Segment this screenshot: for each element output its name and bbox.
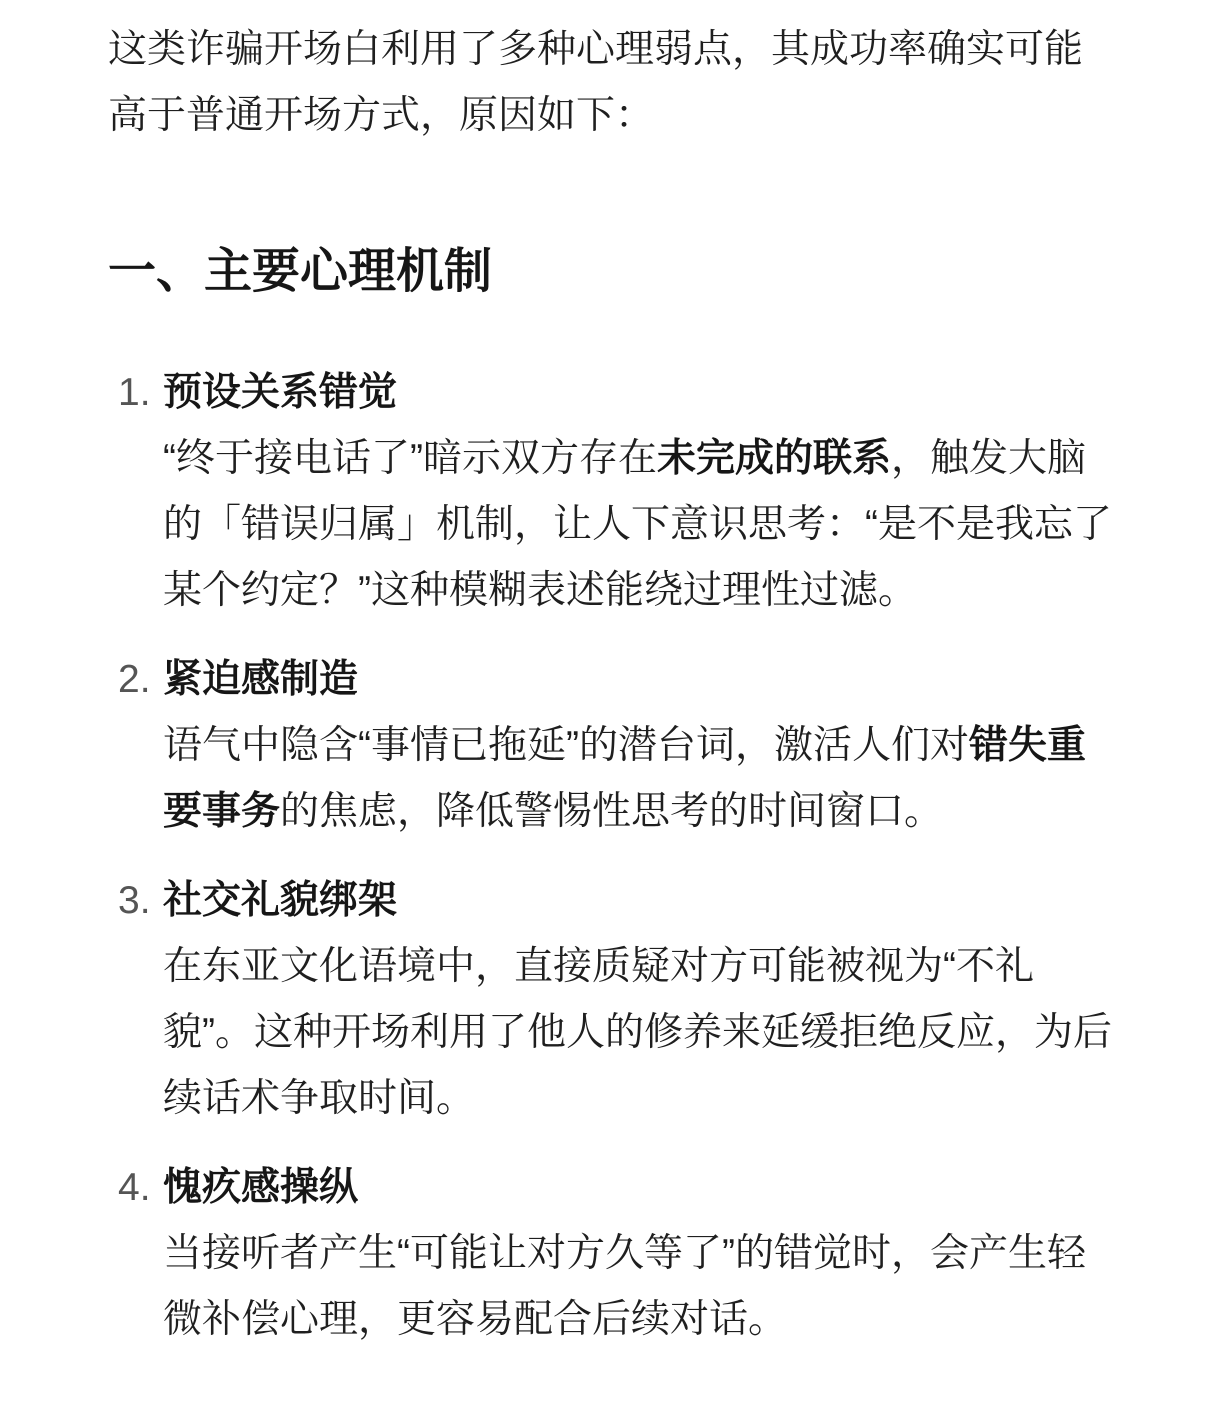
intro-paragraph: 这类诈骗开场白利用了多种心理弱点，其成功率确实可能高于普通开场方式，原因如下： (108, 28, 1084, 137)
list-item (108, 647, 1120, 845)
list-item-body (163, 360, 1120, 624)
list-item (108, 360, 1120, 624)
list-item-text (163, 934, 1120, 1132)
list-item-body (163, 868, 1120, 1132)
list-item (108, 1155, 1120, 1353)
list-item-number: 1. (118, 371, 151, 414)
list-item-text (163, 713, 1120, 845)
mechanism-list (108, 360, 1120, 1353)
list-item-number: 3. (118, 879, 151, 922)
list-item-title: 愧疚感操纵 (163, 1166, 359, 1209)
text-segment: ，触发大脑的「错误归属」机制，让人下意识思考：“是不是我忘了某个约定？”这种模糊表述能绕过理性过滤。 (163, 437, 1112, 612)
list-item-text (163, 426, 1120, 624)
bold-text-segment: 未完成的联系 (656, 437, 891, 480)
section-heading: 一、主要心理机制 (108, 245, 493, 298)
list-item-title: 预设关系错觉 (163, 371, 398, 414)
text-segment: 当接听者产生“可能让对方久等了”的错觉时，会产生轻微补偿心理，更容易配合后续对话。 (163, 1232, 1086, 1341)
text-segment: “终于接电话了”暗示双方存在 (163, 437, 657, 480)
text-segment: 语气中隐含“事情已拖延”的潜台词，激活人们对 (163, 724, 969, 767)
text-segment: 的焦虑，降低警惕性思考的时间窗口。 (280, 790, 944, 833)
list-item-body (163, 647, 1120, 845)
list-item-body (163, 1155, 1120, 1353)
bold-text-segment: 错失重要事务 (163, 724, 1086, 833)
list-item-number: 2. (118, 658, 151, 701)
text-segment: 在东亚文化语境中，直接质疑对方可能被视为“不礼貌”。这种开场利用了他人的修养来延缓拒绝反应，为后续话术争取时间。 (163, 945, 1112, 1120)
list-item-number: 4. (118, 1166, 151, 1209)
list-item-title: 社交礼貌绑架 (163, 879, 398, 922)
list-item-title: 紧迫感制造 (163, 658, 359, 701)
list-item-text (163, 1221, 1120, 1353)
list-item (108, 868, 1120, 1132)
